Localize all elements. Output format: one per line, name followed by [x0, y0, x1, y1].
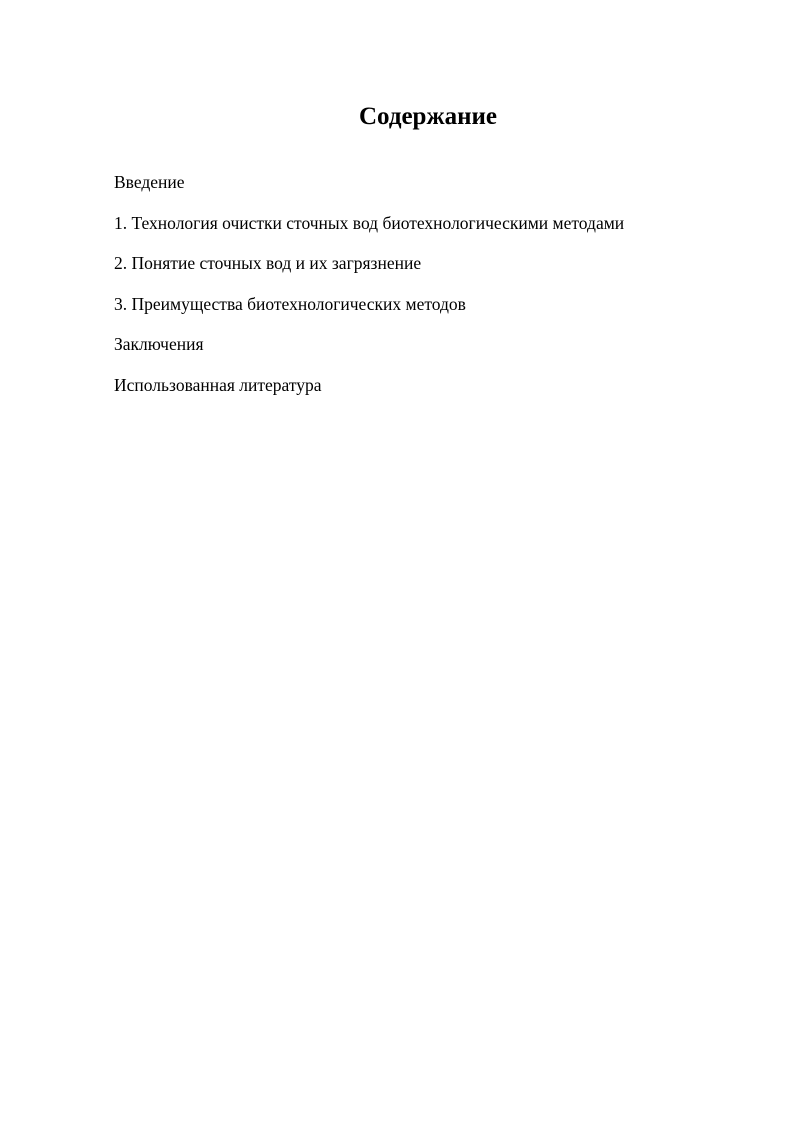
- toc-item-references: Использованная литература: [114, 374, 322, 395]
- toc-item-chapter-2: 2. Понятие сточных вод и их загрязнение: [114, 253, 422, 273]
- table-of-contents: [114, 170, 734, 413]
- page-title: Содержание: [358, 103, 497, 130]
- toc-item-introduction: Введение: [114, 172, 185, 192]
- toc-item-chapter-1: 1. Технология очистки сточных вод биотехнологическими методами: [114, 212, 625, 233]
- toc-item-conclusion: Заключения: [114, 334, 204, 354]
- toc-item-chapter-3: 3. Преимущества биотехнологических методов: [114, 293, 466, 314]
